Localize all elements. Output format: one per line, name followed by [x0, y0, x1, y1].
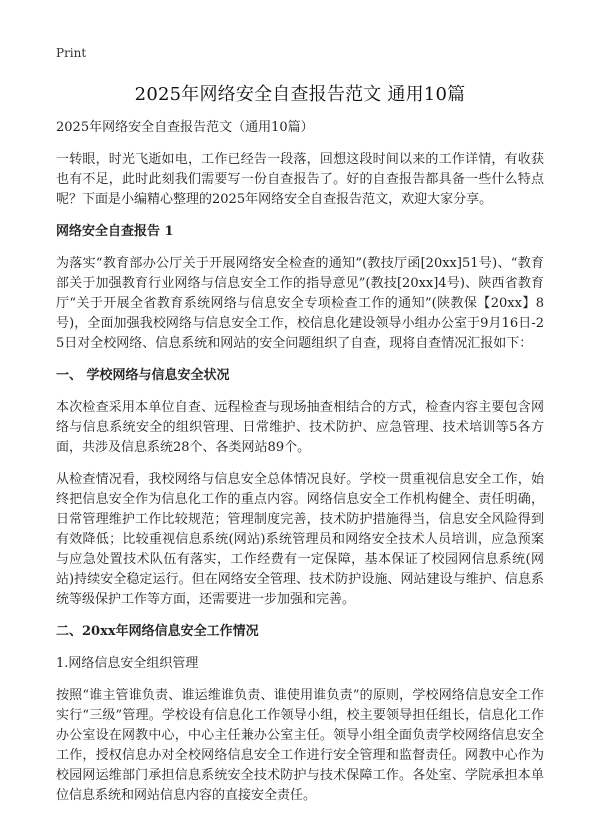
- document-title: 2025年网络安全自查报告范文 通用10篇: [134, 84, 466, 105]
- print-link[interactable]: Print: [56, 46, 87, 60]
- report-1-intro-paragraph: 为落实“教育部办公厅关于开展网络安全检查的通知”(教技厅函[20xx]51号)、“教育部关于加强教育行业网络与信息安全工作的指导意见”(教技[20xx]4号)、陕西省教育厅“关于开展全省教育系统网络与信息安全专项检查工作的通知”(陕教保【20xx】8号)，全面加强我校网络与信息安全工作，校信息化建设领导小组办公室于9月16日-25日对全校网络、信息系统和网站的安全问题组织了自查，现将自查情况汇报如下：: [56, 256, 544, 351]
- section-2-heading: 二、20xx年网络信息安全工作情况: [56, 624, 259, 639]
- report-1-heading: 网络安全自查报告 1: [56, 224, 174, 239]
- section-1-heading: 一、 学校网络与信息安全状况: [56, 368, 230, 383]
- section-1-paragraph-1: 本次检查采用本单位自查、远程检查与现场抽查相结合的方式，检查内容主要包含网络与信息系统安全的组织管理、日常维护、技术防护、应急管理、技术培训等5各方面，共涉及信息系统28个、各类网站89个。: [56, 400, 544, 455]
- intro-paragraph: 一转眼，时光飞逝如电，工作已经告一段落，回想这段时间以来的工作详情，有收获也有不足，此时此刻我们需要写一份自查报告了。好的自查报告都具备一些什么特点呢？下面是小编精心整理的2025年网络安全自查报告范文，欢迎大家分享。: [56, 152, 544, 207]
- document-body: [56, 118, 544, 818]
- section-2-subheading-1: 1.网络信息安全组织管理: [56, 656, 199, 671]
- section-1-paragraph-2: 从检查情况看，我校网络与信息安全总体情况良好。学校一贯重视信息安全工作，始终把信息安全作为信息化工作的重点内容。网络信息安全工作机构健全、责任明确，日常管理维护工作比较规范；管理制度完善，技术防护措施得当，信息安全风险得到有效降低；比较重视信息系统(网站)系统管理员和网络安全技术人员培训，应急预案与应急处置技术队伍有落实，工作经费有一定保障，基本保证了校园网信息系统(网站)持续安全稳定运行。但在网络安全管理、技术防护设施、网站建设与维护、信息系统等级保护工作等方面，还需要进一步加强和完善。: [56, 472, 544, 607]
- document-subtitle: 2025年网络安全自查报告范文（通用10篇）: [56, 120, 314, 135]
- section-2-paragraph-1: 按照“谁主管谁负责、谁运维谁负责、谁使用谁负责”的原则，学校网络信息安全工作实行“三级”管理。学校设有信息化工作领导小组，校主要领导担任组长，信息化工作办公室设在网教中心，中心主任兼办公室主任。领导小组全面负责学校网络信息安全工作，授权信息办对全校网络信息安全工作进行安全管理和监督责任。网教中心作为校园网运维部门承担信息系统安全技术防护与技术保障工作。各处室、学院承担本单位信息系统和网站信息内容的直接安全责任。: [56, 688, 544, 803]
